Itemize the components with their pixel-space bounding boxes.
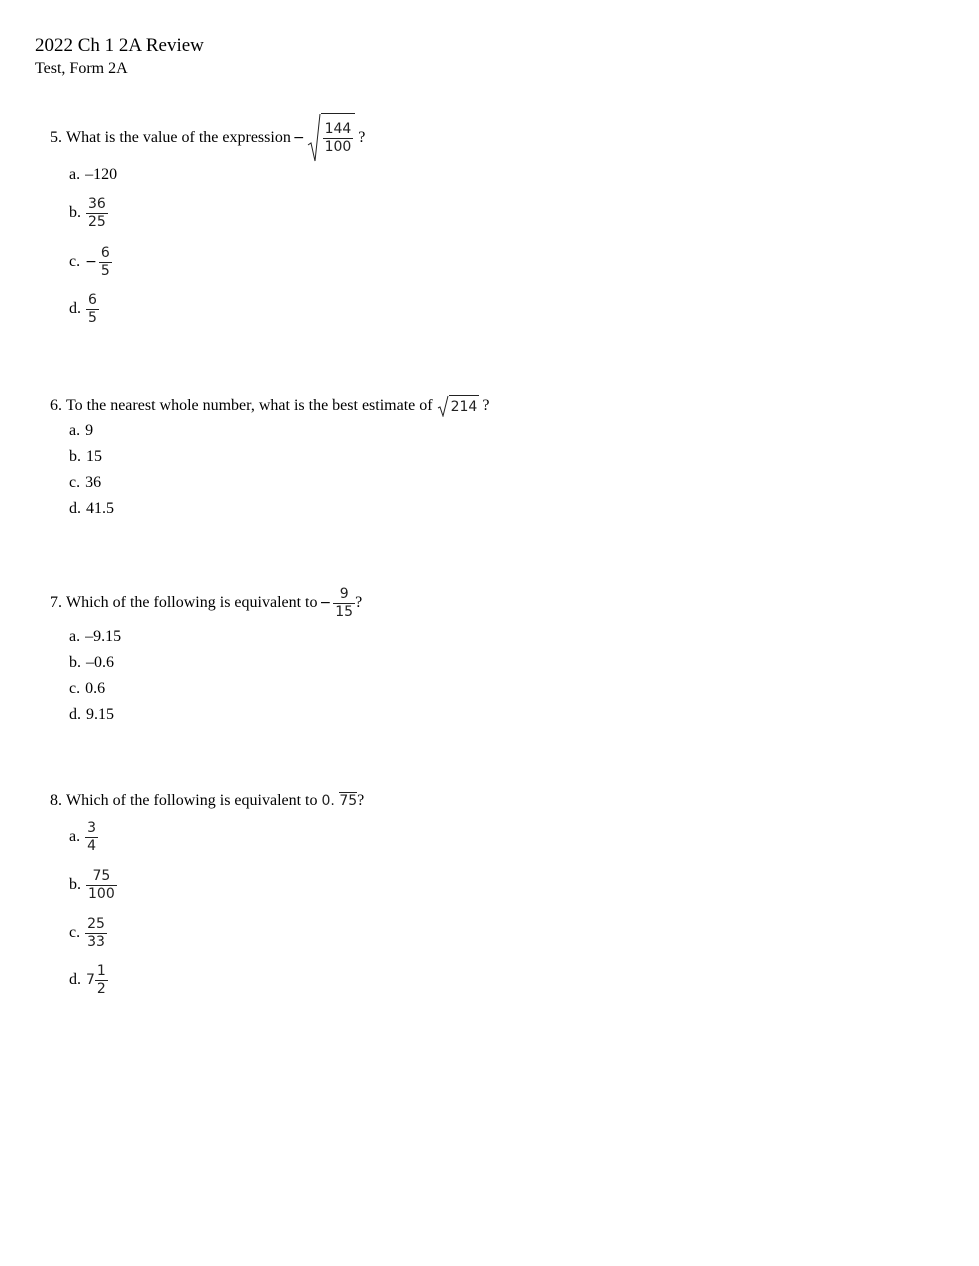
question-8-option-d <box>69 961 108 999</box>
radical-sign-icon <box>437 395 449 417</box>
option-letter: b. <box>69 654 81 671</box>
question-8-option-b <box>69 866 117 904</box>
denominator: 15 <box>335 603 354 620</box>
denominator: 33 <box>87 933 105 950</box>
question-6-option-c <box>69 472 101 494</box>
question-7 <box>50 583 362 623</box>
denominator: 5 <box>100 262 110 279</box>
numerator: 6 <box>88 291 97 308</box>
denominator: 2 <box>96 980 106 997</box>
denominator: 4 <box>87 837 97 854</box>
option-letter: b. <box>69 876 81 893</box>
fraction <box>95 963 108 998</box>
square-root <box>437 395 480 417</box>
question-7-option-c <box>69 678 105 700</box>
question-6 <box>50 392 489 420</box>
question-6-text: To the nearest whole number, what is the best estimate of <box>66 397 433 414</box>
question-6-option-b <box>69 446 102 468</box>
decimal-integer-part: 0. <box>321 793 335 809</box>
question-8-option-c <box>69 914 107 952</box>
option-text: 9.15 <box>86 706 114 723</box>
option-letter: d. <box>69 500 81 517</box>
question-5-number: 5. <box>50 129 62 146</box>
option-letter: d. <box>69 971 81 988</box>
repeating-decimal <box>322 793 358 809</box>
numerator: 36 <box>88 195 106 212</box>
question-6-stem <box>50 392 489 420</box>
question-7-stem <box>50 583 362 623</box>
question-mark: ? <box>358 129 366 146</box>
repeating-digits: 75 <box>339 793 358 809</box>
fraction <box>333 586 355 621</box>
radicand: 214 <box>449 395 480 417</box>
question-5-option-d <box>69 290 99 328</box>
option-text: 0.6 <box>85 680 106 697</box>
option-letter: b. <box>69 204 81 221</box>
minus-sign: − <box>85 254 97 270</box>
square-root <box>307 113 356 163</box>
question-5-text: What is the value of the expression <box>66 129 291 146</box>
option-text: 9 <box>85 422 94 439</box>
question-5-stem <box>50 112 365 164</box>
numerator: 6 <box>100 244 110 261</box>
fraction <box>99 245 112 280</box>
option-letter: d. <box>69 300 81 317</box>
option-letter: a. <box>69 828 81 845</box>
question-mark: ? <box>482 397 490 414</box>
option-letter: a. <box>69 422 81 439</box>
fraction <box>86 292 99 327</box>
numerator: 144 <box>324 121 352 137</box>
numerator: 3 <box>87 819 97 836</box>
question-5-option-b <box>69 194 108 232</box>
minus-sign: − <box>319 595 332 611</box>
denominator: 25 <box>88 213 106 230</box>
question-5-option-c <box>69 243 112 281</box>
denominator: 100 <box>88 885 115 902</box>
option-letter: a. <box>69 166 81 183</box>
option-letter: d. <box>69 706 81 723</box>
option-text: 36 <box>85 474 102 491</box>
option-text: 41.5 <box>86 500 114 517</box>
question-6-number: 6. <box>50 397 62 414</box>
numerator: 1 <box>96 962 106 979</box>
question-5-option-a <box>69 164 117 186</box>
option-letter: a. <box>69 628 81 645</box>
question-8-text: Which of the following is equivalent to <box>66 792 318 809</box>
question-5 <box>50 112 365 164</box>
option-text: 15 <box>86 448 102 465</box>
denominator: 5 <box>88 309 97 326</box>
option-letter: c. <box>69 253 81 270</box>
question-8-stem <box>50 787 364 815</box>
document-subtitle: Test, Form 2A <box>35 60 128 77</box>
option-letter: c. <box>69 474 81 491</box>
option-letter: c. <box>69 924 81 941</box>
question-7-option-b <box>69 652 114 674</box>
radical-sign-icon <box>307 113 321 163</box>
document-title: 2022 Ch 1 2A Review <box>35 35 204 56</box>
question-mark: ? <box>355 594 363 611</box>
denominator: 100 <box>324 139 352 155</box>
fraction <box>86 868 117 903</box>
question-7-option-a <box>69 626 121 648</box>
option-text: –120 <box>85 166 118 183</box>
question-8 <box>50 787 364 815</box>
numerator: 25 <box>87 915 105 932</box>
question-mark: ? <box>357 792 365 809</box>
fraction <box>86 196 108 231</box>
option-letter: c. <box>69 680 81 697</box>
question-6-option-a <box>69 420 93 442</box>
question-8-option-a <box>69 818 98 856</box>
fraction <box>85 916 107 951</box>
question-7-option-d <box>69 704 114 726</box>
option-letter: b. <box>69 448 81 465</box>
question-6-option-d <box>69 498 114 520</box>
question-8-number: 8. <box>50 792 62 809</box>
option-text: –9.15 <box>85 628 122 645</box>
numerator: 9 <box>339 585 349 602</box>
minus-sign: − <box>292 130 305 146</box>
option-text: –0.6 <box>86 654 114 671</box>
question-7-text: Which of the following is equivalent to <box>66 594 318 611</box>
fraction <box>85 820 98 855</box>
numerator: 75 <box>92 867 111 884</box>
mixed-number-whole: 7 <box>86 972 95 988</box>
fraction <box>323 121 354 156</box>
question-7-number: 7. <box>50 594 62 611</box>
